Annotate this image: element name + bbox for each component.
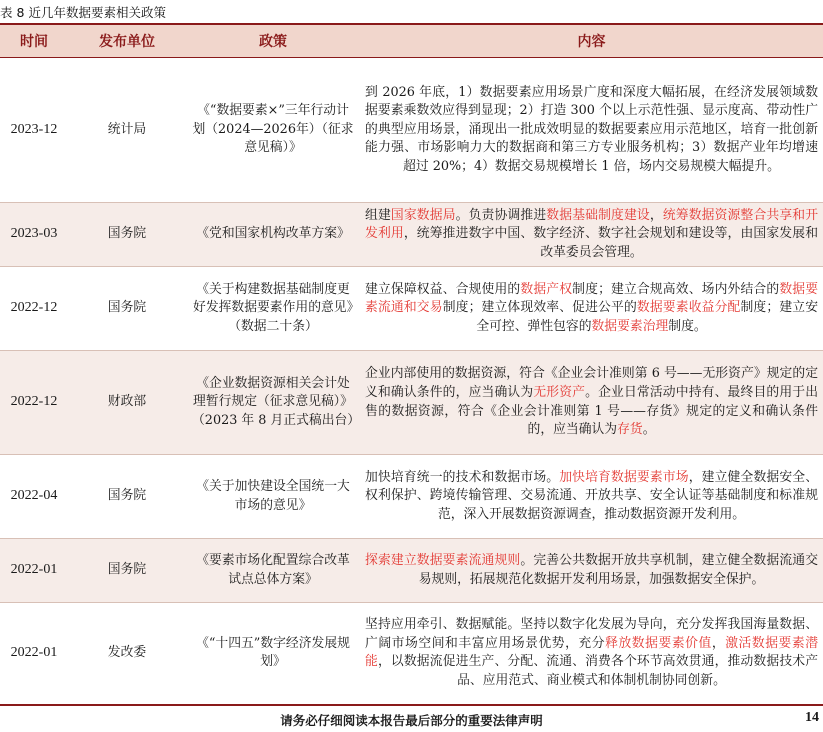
row-policy: 《党和国家机构改革方案》 — [186, 203, 360, 267]
row-date: 2022-12 — [0, 351, 68, 455]
row-content — [360, 455, 823, 539]
row-date: 2022-01 — [0, 603, 68, 705]
legal-notice: 请务必仔细阅读本报告最后部分的重要法律声明 — [280, 713, 543, 728]
table-caption — [0, 3, 166, 21]
table-row — [0, 267, 823, 351]
table-row — [0, 455, 823, 539]
caption-label: 表 — [0, 5, 13, 20]
content-text: 企业内部使用的数据资源，符合《企业会计准则第 6 号——无形资产》规定的定义和确认条件的，应当确认为 — [365, 366, 818, 400]
content-text: 制度；建立安全可控、弹性包容的 — [476, 300, 819, 334]
highlighted-text: 存货 — [617, 422, 643, 438]
highlighted-text: 无形资产 — [533, 384, 586, 400]
policy-table — [0, 23, 823, 706]
highlighted-text: 国家数据局 — [390, 207, 456, 223]
table-header-row — [0, 24, 823, 58]
row-policy: 《“数据要素×”三年行动计划（2024—2026年）（征求意见稿）》 — [186, 58, 360, 203]
content-text: 制度；建立合规高效、场内外结合的 — [572, 281, 780, 297]
row-policy: 《关于构建数据基础制度更好发挥数据要素作用的意见》（数据二十条） — [186, 267, 360, 351]
page-footer — [0, 710, 823, 732]
highlighted-text: 数据基础制度建设 — [546, 207, 650, 223]
row-content — [360, 58, 823, 203]
row-policy: 《企业数据资源相关会计处理暂行规定（征求意见稿）》（2023 年 8 月正式稿出台） — [186, 351, 360, 455]
row-content — [360, 203, 823, 267]
row-policy: 《要素市场化配置综合改革试点总体方案》 — [186, 539, 360, 603]
row-publisher: 国务院 — [68, 455, 186, 539]
row-content — [360, 539, 823, 603]
row-publisher: 国务院 — [68, 267, 186, 351]
highlighted-text: 加快培育数据要素市场 — [559, 469, 689, 485]
header-publisher: 发布单位 — [68, 24, 186, 58]
highlighted-text: 探索建立数据要素流通规则 — [365, 552, 521, 568]
header-content: 内容 — [360, 24, 823, 58]
content-text: 。完善公共数据开放共享机制，建立健全数据流通交易规则，拓展规范化数据开发利用场景，加强数据安全保护。 — [418, 552, 819, 587]
row-date: 2022-01 — [0, 539, 68, 603]
row-content — [360, 267, 823, 351]
highlighted-text: 激活数据要素潜能 — [365, 635, 819, 670]
content-text: 到 2026 年底，1）数据要素应用场景广度和深度大幅拓展，在经济发展领域数据要素乘数效应得到显现；2）打造 300 个以上示范性强、显示度高、带动性广的典型应用场景，涌现出一批成效明显的数据要素应用示范地区，培育一批创新能力强、市场影响力大的数据商和第三方专业服务机构；3）数据产业年均增速超过 20%；4）数据交易规模增长 1 倍，场内交易规模大幅提升。 — [365, 84, 818, 174]
content-text: 。企业日常活动中持有、最终目的用于出售的数据资源，符合《企业会计准则第 1 号——存货》规定的定义和确认条件的，应当确认为 — [365, 384, 819, 438]
content-text: ， — [711, 635, 726, 651]
highlighted-text: 统筹数据资源整合共享和开发利用 — [365, 207, 819, 242]
content-text: 组建 — [365, 207, 391, 223]
row-publisher: 发改委 — [68, 603, 186, 705]
row-policy: 《关于加快建设全国统一大市场的意见》 — [186, 455, 360, 539]
row-content — [360, 351, 823, 455]
table-row — [0, 351, 823, 455]
content-text: 。负责协调推进 — [455, 207, 547, 223]
highlighted-text: 数据要素治理 — [591, 318, 669, 334]
highlighted-text: 数据要素收益分配 — [636, 300, 741, 316]
page-number: 14 — [805, 710, 819, 725]
content-text: 加快培育统一的技术和数据市场。 — [365, 469, 560, 485]
table-row — [0, 539, 823, 603]
highlighted-text: 数据要素流通和交易 — [365, 281, 819, 316]
row-publisher: 统计局 — [68, 58, 186, 203]
row-content — [360, 603, 823, 705]
row-date: 2022-04 — [0, 455, 68, 539]
content-text: 制度。 — [668, 318, 707, 334]
row-policy: 《“十四五”数字经济发展规划》 — [186, 603, 360, 705]
content-text: ，建立健全数据安全、权利保护、跨境传输管理、交易流通、开放共享、安全认证等基础制度和标准规范，深入开展数据资源调查，推动数据资源开发利用。 — [365, 469, 819, 522]
content-text: 建立保障权益、合规使用的 — [365, 281, 521, 297]
content-text: ，以数据流促进生产、分配、流通、消费各个环节高效贯通，推动数据技术产品、应用范式、商业模式和体制机制协同创新。 — [377, 654, 819, 688]
row-publisher: 国务院 — [68, 203, 186, 267]
row-date: 2023-03 — [0, 203, 68, 267]
row-date: 2022-12 — [0, 267, 68, 351]
content-text: 坚持应用牵引、数据赋能。坚持以数字化发展为导向，充分发挥我国海量数据、广阔市场空间和丰富应用场景优势，充分 — [365, 617, 818, 651]
row-date: 2023-12 — [0, 58, 68, 203]
row-publisher: 财政部 — [68, 351, 186, 455]
table-row — [0, 203, 823, 267]
table-row — [0, 58, 823, 203]
header-policy: 政策 — [186, 24, 360, 58]
content-text: ， — [649, 207, 663, 223]
table-row — [0, 603, 823, 705]
content-text: ，统筹推进数字中国、数字经济、数字社会规划和建设等，由国家发展和改革委员会管理。 — [403, 226, 819, 260]
highlighted-text: 释放数据要素价值 — [605, 635, 712, 651]
row-publisher: 国务院 — [68, 539, 186, 603]
header-date: 时间 — [0, 24, 68, 58]
content-text: 。 — [642, 422, 656, 438]
content-text: 制度；建立体现效率、促进公平的 — [442, 300, 637, 316]
highlighted-text: 数据产权 — [520, 281, 573, 297]
caption-text: 8 近几年数据要素相关政策 — [16, 5, 166, 20]
